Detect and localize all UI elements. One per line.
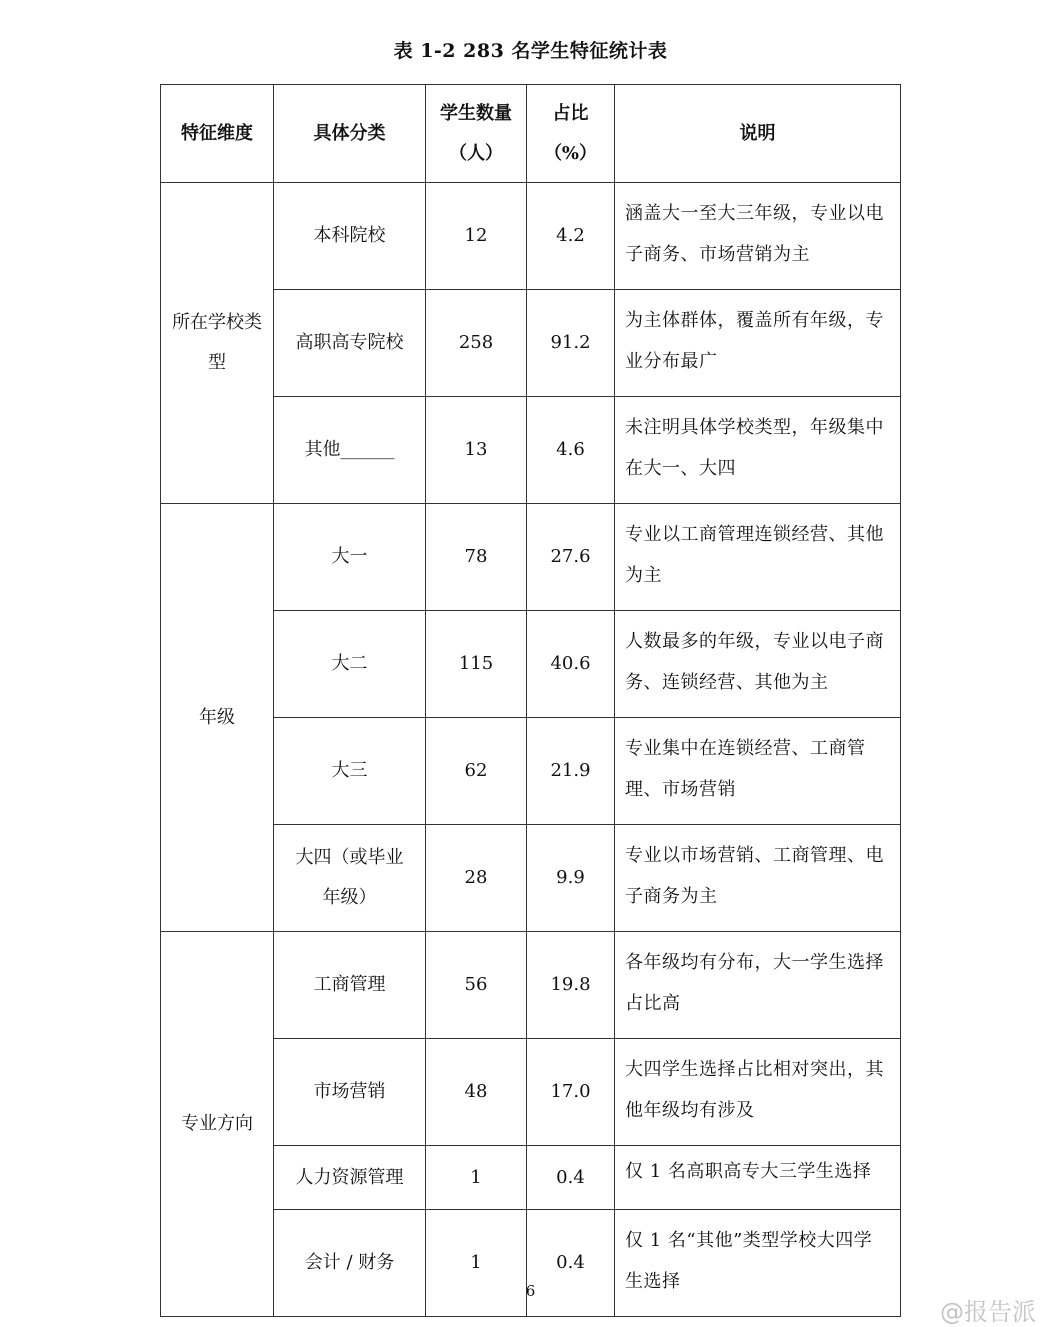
ratio-cell: 0.4 — [527, 1210, 615, 1317]
header-row — [161, 85, 901, 183]
count-cell: 62 — [426, 718, 527, 825]
count-cell: 115 — [426, 611, 527, 718]
page-number: 6 — [525, 1282, 536, 1300]
header-note: 说明 — [615, 85, 901, 183]
student-stats-table — [160, 84, 901, 1317]
note-cell: 人数最多的年级，专业以电子商务、连锁经营、其他为主 — [615, 611, 901, 718]
ratio-cell: 4.2 — [527, 183, 615, 290]
count-cell: 12 — [426, 183, 527, 290]
category-cell: 工商管理 — [274, 932, 426, 1039]
header-category: 具体分类 — [274, 85, 426, 183]
note-cell: 未注明具体学校类型，年级集中在大一、大四 — [615, 397, 901, 504]
note-cell: 仅 1 名“其他”类型学校大四学生选择 — [615, 1210, 901, 1317]
count-cell: 13 — [426, 397, 527, 504]
category-cell: 本科院校 — [274, 183, 426, 290]
category-cell: 大三 — [274, 718, 426, 825]
group-major: 专业方向 — [161, 932, 274, 1317]
header-count: 学生数量（人） — [426, 85, 527, 183]
header-dimension: 特征维度 — [161, 85, 274, 183]
ratio-cell: 9.9 — [527, 825, 615, 932]
table-row — [161, 932, 901, 1039]
watermark: @报告派 — [940, 1298, 1036, 1326]
group-grade: 年级 — [161, 504, 274, 932]
ratio-cell: 0.4 — [527, 1146, 615, 1210]
count-cell: 1 — [426, 1210, 527, 1317]
ratio-cell: 4.6 — [527, 397, 615, 504]
note-cell: 涵盖大一至大三年级，专业以电子商务、市场营销为主 — [615, 183, 901, 290]
ratio-cell: 40.6 — [527, 611, 615, 718]
ratio-cell: 91.2 — [527, 290, 615, 397]
ratio-cell: 21.9 — [527, 718, 615, 825]
category-cell: 市场营销 — [274, 1039, 426, 1146]
count-cell: 56 — [426, 932, 527, 1039]
table-row — [161, 504, 901, 611]
count-cell: 48 — [426, 1039, 527, 1146]
note-cell: 仅 1 名高职高专大三学生选择 — [615, 1146, 901, 1210]
table-row — [161, 183, 901, 290]
table-title: 表 1-2 283 名学生特征统计表 — [393, 40, 668, 62]
category-cell: 高职高专院校 — [274, 290, 426, 397]
category-cell: 大二 — [274, 611, 426, 718]
note-cell: 各年级均有分布，大一学生选择占比高 — [615, 932, 901, 1039]
note-cell: 专业集中在连锁经营、工商管理、市场营销 — [615, 718, 901, 825]
ratio-cell: 17.0 — [527, 1039, 615, 1146]
count-cell: 258 — [426, 290, 527, 397]
category-cell: 人力资源管理 — [274, 1146, 426, 1210]
category-cell: 会计 / 财务 — [274, 1210, 426, 1317]
note-cell: 为主体群体，覆盖所有年级，专业分布最广 — [615, 290, 901, 397]
note-cell: 专业以工商管理连锁经营、其他为主 — [615, 504, 901, 611]
ratio-cell: 19.8 — [527, 932, 615, 1039]
count-cell: 1 — [426, 1146, 527, 1210]
count-cell: 78 — [426, 504, 527, 611]
group-school: 所在学校类型 — [161, 183, 274, 504]
category-cell: 其他______ — [274, 397, 426, 504]
note-cell: 专业以市场营销、工商管理、电子商务为主 — [615, 825, 901, 932]
category-cell: 大四（或毕业年级） — [274, 825, 426, 932]
category-cell: 大一 — [274, 504, 426, 611]
header-ratio: 占比（%） — [527, 85, 615, 183]
note-cell: 大四学生选择占比相对突出，其他年级均有涉及 — [615, 1039, 901, 1146]
count-cell: 28 — [426, 825, 527, 932]
ratio-cell: 27.6 — [527, 504, 615, 611]
